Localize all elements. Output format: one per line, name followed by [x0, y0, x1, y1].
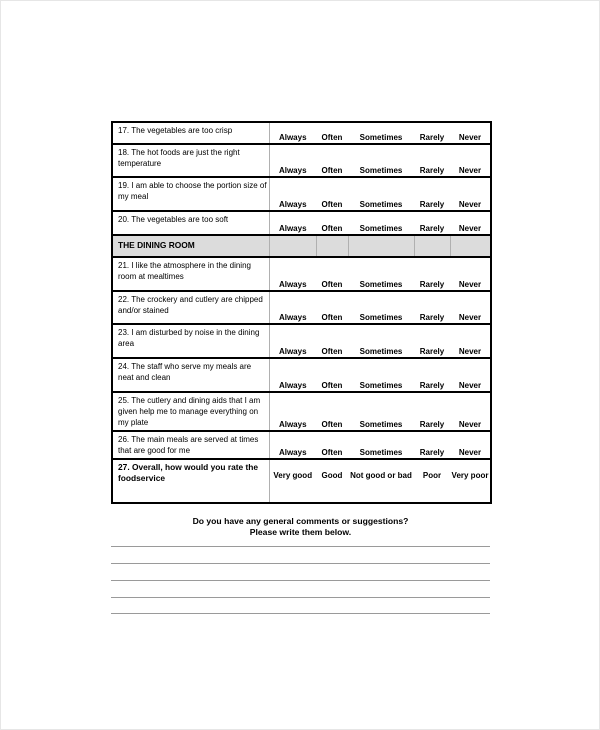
section-title: THE DINING ROOM: [112, 235, 269, 257]
option-always[interactable]: Always: [269, 177, 316, 211]
question-text: 18. The hot foods are just the right temperature: [112, 144, 269, 177]
option-never[interactable]: Never: [450, 431, 491, 459]
question-row: [112, 431, 491, 459]
rating-good[interactable]: Good: [316, 459, 348, 503]
question-text: 25. The cutlery and dining aids that I am given help me to manage everything on my plate: [112, 392, 269, 431]
question-row: [112, 291, 491, 324]
option-often[interactable]: Often: [316, 324, 348, 358]
question-row: [112, 358, 491, 392]
option-rarely[interactable]: Rarely: [414, 324, 450, 358]
option-always[interactable]: Always: [269, 358, 316, 392]
overall-question: 27. Overall, how would you rate the foodservice: [112, 459, 269, 503]
section-cell: [450, 235, 491, 257]
comments-instruction: Please write them below.: [249, 527, 352, 537]
option-often[interactable]: Often: [316, 358, 348, 392]
option-sometimes[interactable]: Sometimes: [348, 431, 414, 459]
option-rarely[interactable]: Rarely: [414, 257, 450, 291]
option-always[interactable]: Always: [269, 257, 316, 291]
option-always[interactable]: Always: [269, 392, 316, 431]
question-row: [112, 324, 491, 358]
question-row: [112, 177, 491, 211]
question-text: 20. The vegetables are too soft: [112, 211, 269, 235]
option-always[interactable]: Always: [269, 291, 316, 324]
question-text: 26. The main meals are served at times that are good for me: [112, 431, 269, 459]
option-never[interactable]: Never: [450, 257, 491, 291]
option-rarely[interactable]: Rarely: [414, 144, 450, 177]
option-rarely[interactable]: Rarely: [414, 431, 450, 459]
option-never[interactable]: Never: [450, 211, 491, 235]
option-sometimes[interactable]: Sometimes: [348, 358, 414, 392]
comments-prompt: [111, 516, 490, 538]
question-row: [112, 257, 491, 291]
option-sometimes[interactable]: Sometimes: [348, 392, 414, 431]
section-header-row: [112, 235, 491, 257]
section-cell: [316, 235, 348, 257]
survey-table: [111, 121, 492, 504]
option-always[interactable]: Always: [269, 431, 316, 459]
rating-very-good[interactable]: Very good: [269, 459, 316, 503]
comment-line[interactable]: [111, 563, 490, 564]
option-often[interactable]: Often: [316, 431, 348, 459]
option-sometimes[interactable]: Sometimes: [348, 291, 414, 324]
option-never[interactable]: Never: [450, 324, 491, 358]
comment-line[interactable]: [111, 597, 490, 598]
option-always[interactable]: Always: [269, 122, 316, 144]
option-sometimes[interactable]: Sometimes: [348, 324, 414, 358]
option-sometimes[interactable]: Sometimes: [348, 122, 414, 144]
question-text: 19. I am able to choose the portion size of my meal: [112, 177, 269, 211]
option-often[interactable]: Often: [316, 291, 348, 324]
option-always[interactable]: Always: [269, 144, 316, 177]
option-sometimes[interactable]: Sometimes: [348, 144, 414, 177]
question-text: 22. The crockery and cutlery are chipped and/or stained: [112, 291, 269, 324]
option-rarely[interactable]: Rarely: [414, 122, 450, 144]
option-often[interactable]: Often: [316, 122, 348, 144]
option-never[interactable]: Never: [450, 122, 491, 144]
option-always[interactable]: Always: [269, 211, 316, 235]
question-row: [112, 122, 491, 144]
option-often[interactable]: Often: [316, 177, 348, 211]
question-row: [112, 144, 491, 177]
option-sometimes[interactable]: Sometimes: [348, 211, 414, 235]
question-row: [112, 211, 491, 235]
option-rarely[interactable]: Rarely: [414, 211, 450, 235]
option-rarely[interactable]: Rarely: [414, 291, 450, 324]
option-often[interactable]: Often: [316, 211, 348, 235]
option-sometimes[interactable]: Sometimes: [348, 177, 414, 211]
option-rarely[interactable]: Rarely: [414, 392, 450, 431]
comment-line[interactable]: [111, 546, 490, 547]
question-text: 24. The staff who serve my meals are neat and clean: [112, 358, 269, 392]
option-never[interactable]: Never: [450, 392, 491, 431]
option-never[interactable]: Never: [450, 144, 491, 177]
rating-not-good-or-bad[interactable]: Not good or bad: [348, 459, 414, 503]
option-often[interactable]: Often: [316, 144, 348, 177]
section-cell: [348, 235, 414, 257]
option-always[interactable]: Always: [269, 324, 316, 358]
option-often[interactable]: Often: [316, 257, 348, 291]
option-rarely[interactable]: Rarely: [414, 177, 450, 211]
rating-very-poor[interactable]: Very poor: [450, 459, 491, 503]
question-text: 23. I am disturbed by noise in the dining area: [112, 324, 269, 358]
question-text: 17. The vegetables are too crisp: [112, 122, 269, 144]
option-sometimes[interactable]: Sometimes: [348, 257, 414, 291]
section-cell: [414, 235, 450, 257]
option-never[interactable]: Never: [450, 358, 491, 392]
option-often[interactable]: Often: [316, 392, 348, 431]
option-rarely[interactable]: Rarely: [414, 358, 450, 392]
rating-poor[interactable]: Poor: [414, 459, 450, 503]
question-text: 21. I like the atmosphere in the dining room at mealtimes: [112, 257, 269, 291]
option-never[interactable]: Never: [450, 177, 491, 211]
comment-line[interactable]: [111, 580, 490, 581]
comment-line[interactable]: [111, 613, 490, 614]
comments-question: Do you have any general comments or suggestions?: [192, 516, 409, 526]
overall-rating-row: [112, 459, 491, 503]
option-never[interactable]: Never: [450, 291, 491, 324]
section-cell: [269, 235, 316, 257]
question-row: [112, 392, 491, 431]
